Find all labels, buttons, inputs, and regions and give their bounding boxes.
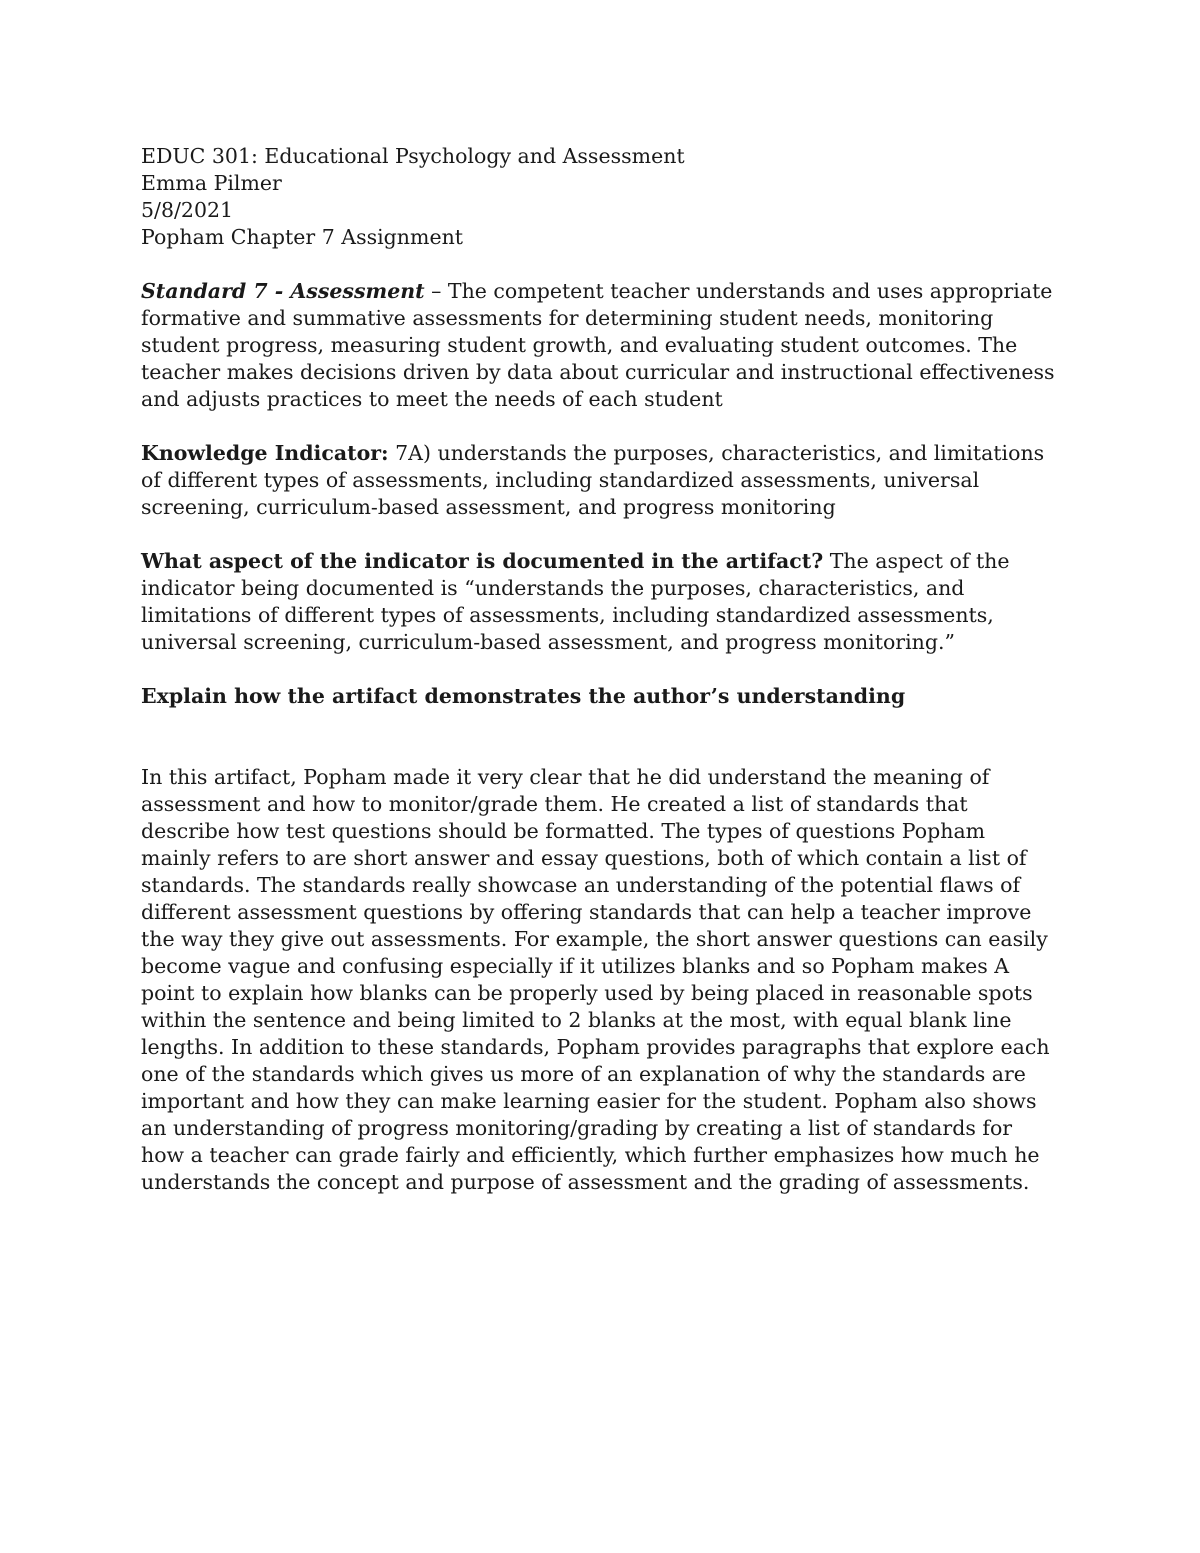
assignment-title: Popham Chapter 7 Assignment [141, 225, 464, 249]
aspect-question: What aspect of the indicator is documented in the artifact? [141, 549, 824, 573]
standard-text: – The competent teacher understands and uses appropriate formative and summative assessments for determining student needs, monitoring student progress, measuring student growth, and evaluating student outcomes. The teacher makes decisions driven by data about curricular and instructional effectiveness and adjusts practices to meet the needs of each student [141, 279, 1055, 411]
explain-heading: Explain how the artifact demonstrates the author’s understanding [141, 684, 906, 708]
aspect-paragraph [141, 548, 1061, 656]
course-title: EDUC 301: Educational Psychology and Assessment [141, 144, 685, 168]
knowledge-indicator-paragraph [141, 440, 1061, 521]
knowledge-indicator-text: 7A) understands the purposes, characteristics, and limitations of different types of assessments, including standardized assessments, universal screening, curriculum-based assessment, and progress monitoring [141, 441, 1045, 519]
standard-paragraph [141, 278, 1061, 413]
aspect-answer: The aspect of the indicator being documented is “understands the purposes, characteristics, and limitations of different types of assessments, including standardized assessments, universal screening, curriculum-based assessment, and progress monitoring.” [141, 549, 1010, 654]
explain-body: In this artifact, Popham made it very clear that he did understand the meaning of assessment and how to monitor/grade them. He created a list of standards that describe how test questions should be formatted. The types of questions Popham mainly refers to are short answer and essay questions, both of which contain a list of standards. The standards really showcase an understanding of the potential flaws of different assessment questions by offering standards that can help a teacher improve the way they give out assessments. For example, the short answer questions can easily become vague and confusing especially if it utilizes blanks and so Popham makes A point to explain how blanks can be properly used by being placed in reasonable spots within the sentence and being limited to 2 blanks at the most, with equal blank line lengths. In addition to these standards, Popham provides paragraphs that explore each one of the standards which gives us more of an explanation of why the standards are important and how they can make learning easier for the student. Popham also shows an understanding of progress monitoring/grading by creating a list of standards for how a teacher can grade fairly and efficiently, which further emphasizes how much he understands the concept and purpose of assessment and the grading of assessments. [141, 765, 1050, 1194]
document-page [141, 143, 1061, 1196]
knowledge-indicator-label: Knowledge Indicator: [141, 441, 389, 465]
author-name: Emma Pilmer [141, 171, 282, 195]
standard-label: Standard 7 - Assessment [141, 279, 425, 303]
document-date: 5/8/2021 [141, 198, 234, 222]
document-header [141, 143, 1061, 251]
